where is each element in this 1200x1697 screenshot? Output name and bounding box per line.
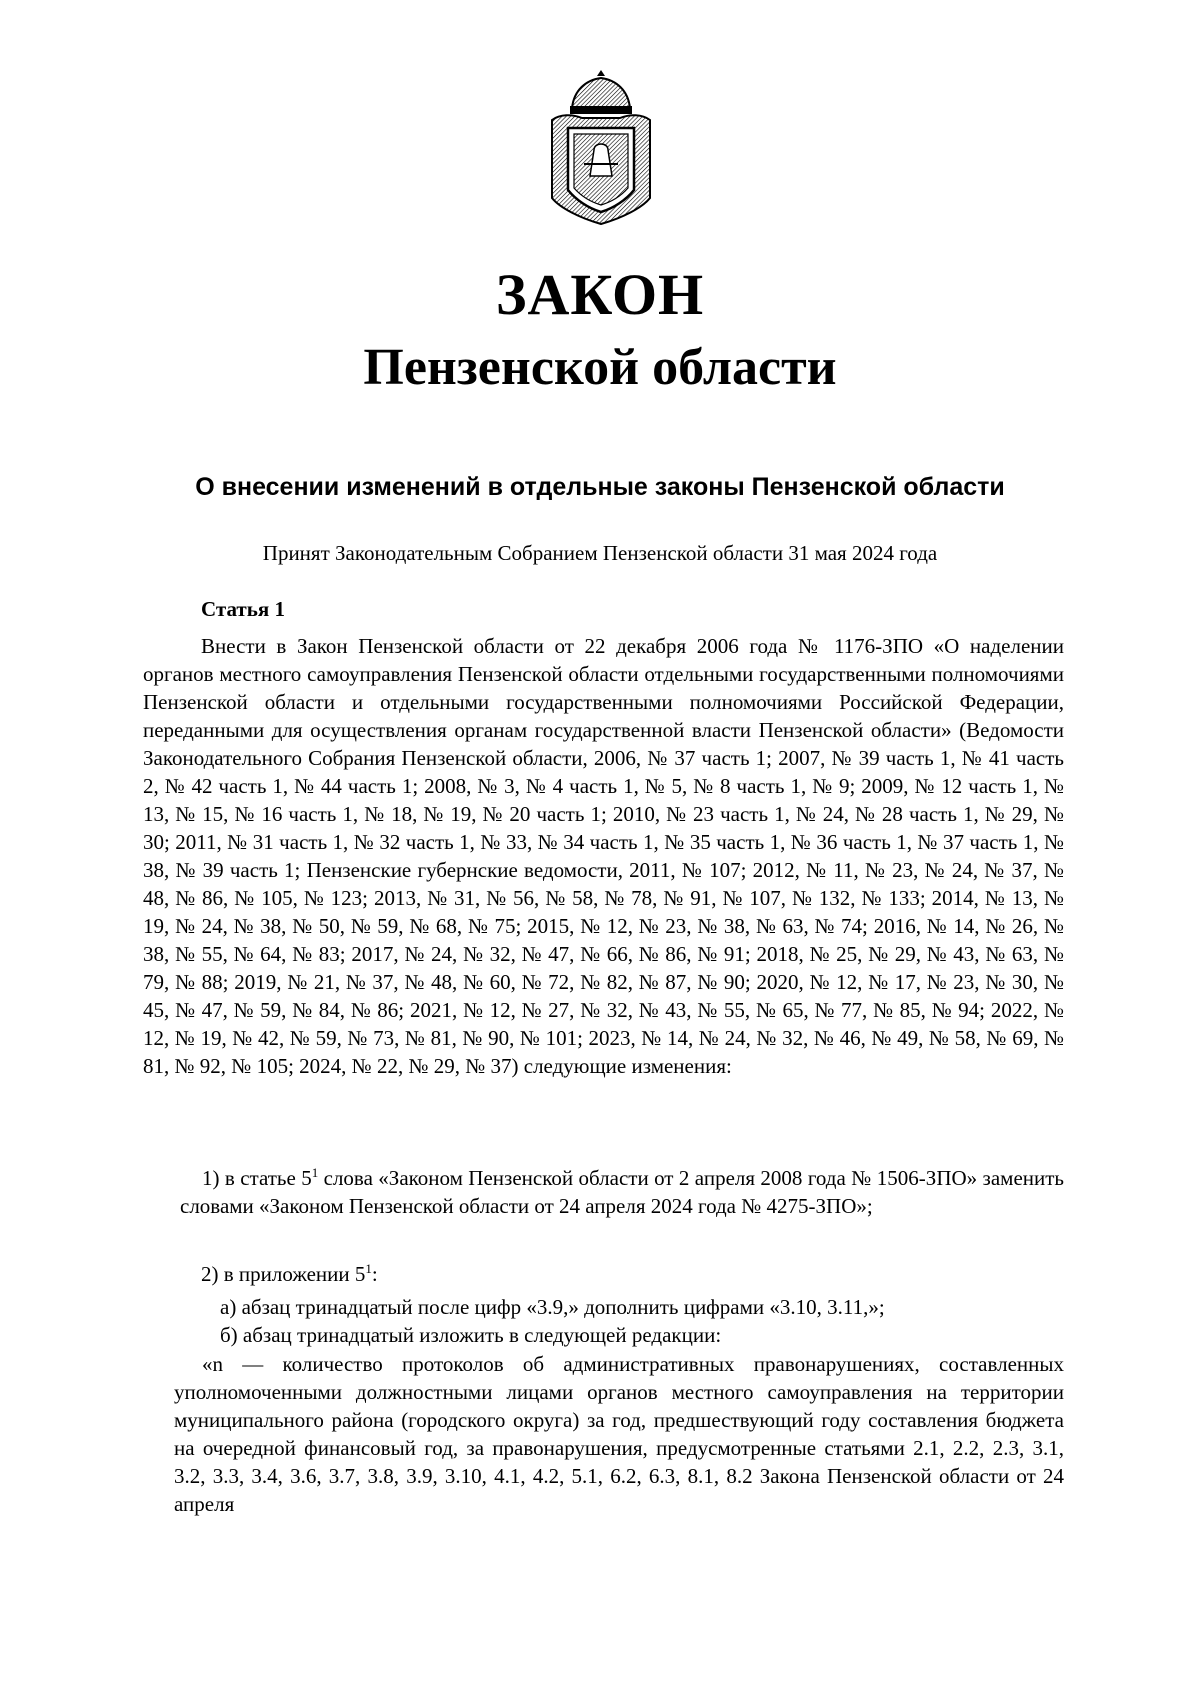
- item-1-text: слова «Законом Пензенской области от 2 апреля 2008 года № 1506-ЗПО» заменить словами «Законом Пензенской области от 24 апреля 2024 года № 4275-ЗПО»;: [180, 1166, 1065, 1218]
- adoption-note: Принят Законодательным Собранием Пензенской области 31 мая 2024 года: [262, 541, 938, 565]
- document-title: ЗАКОН: [495, 262, 705, 327]
- quoted-paragraph: «n — количество протоколов об административных правонарушениях, составленных уполномоченными должностными лицами органов местного самоуправления на территории муниципального района (городского округа) за год, предшествующий году составления бюджета на очередной финансовый год, за правонарушения, предусмотренные статьями 2.1, 2.2, 2.3, 3.1, 3.2, 3.3, 3.4, 3.6, 3.7, 3.8, 3.9, 3.10, 4.1, 4.2, 5.1, 6.2, 6.3, 8.1, 8.2 Закона Пензенской области от 24 апреля: [174, 1352, 1064, 1516]
- sub-item-a: а) абзац тринадцатый после цифр «3.9,» дополнить цифрами «3.10, 3.11,»;: [220, 1295, 885, 1319]
- item-2-suffix: :: [371, 1262, 378, 1286]
- item-1-prefix: 1) в статье 5: [202, 1166, 312, 1190]
- sub-item-b: б) абзац тринадцатый изложить в следующей редакции:: [220, 1323, 722, 1347]
- item-1-superscript: 1: [311, 1165, 319, 1180]
- law-name: О внесении изменений в отдельные законы Пензенской области: [195, 473, 1005, 501]
- article-heading: Статья 1: [201, 597, 285, 621]
- intro-paragraph: Внести в Закон Пензенской области от 22 декабря 2006 года № 1176-ЗПО «О наделении органов местного самоуправления Пензенской области отдельными государственными полномочиями Пензенской области и отдельными государственными полномочиями Российской Федерации, переданными для осуществления органам государственной власти Пензенской области» (Ведомости Законодательного Собрания Пензенской области, 2006, № 37 часть 1; 2007, № 39 часть 1, № 41 часть 2, № 42 часть 1, № 44 часть 1; 2008, № 3, № 4 часть 1, № 5, № 8 часть 1, № 9; 2009, № 12 часть 1, № 13, № 15, № 16 часть 1, № 18, № 19, № 20 часть 1; 2010, № 23 часть 1, № 24, № 28 часть 1, № 29, № 30; 2011, № 31 часть 1, № 32 часть 1, № 33, № 34 часть 1, № 35 часть 1, № 36 часть 1, № 37 часть 1, № 38, № 39 часть 1; Пензенские губернские ведомости, 2011, № 107; 2012, № 11, № 23, № 24, № 37, № 48, № 86, № 105, № 123; 2013, № 31, № 56, № 58, № 78, № 91, № 107, № 132, № 133; 2014, № 13, № 19, № 24, № 38, № 50, № 59, № 68, № 75; 2015, № 12, № 23, № 38, № 63, № 74; 2016, № 14, № 26, № 38, № 55, № 64, № 83; 2017, № 24, № 32, № 47, № 66, № 86, № 91; 2018, № 25, № 29, № 43, № 63, № 79, № 88; 2019, № 21, № 37, № 48, № 60, № 72, № 82, № 87, № 90; 2020, № 12, № 17, № 23, № 30, № 45, № 47, № 59, № 84, № 86; 2021, № 12, № 27, № 32, № 43, № 55, № 65, № 77, № 85, № 94; 2022, № 12, № 19, № 42, № 59, № 73, № 81, № 90, № 101; 2023, № 14, № 24, № 32, № 46, № 49, № 58, № 69, № 81, № 92, № 105; 2024, № 22, № 29, № 37) следующие изменения:: [143, 634, 1064, 1078]
- amendment-item-2: [201, 1260, 378, 1288]
- document-region: Пензенской области: [363, 339, 837, 396]
- amendment-item-1: [180, 1164, 1064, 1220]
- item-2-superscript: 1: [365, 1261, 372, 1276]
- coat-of-arms-icon: [542, 68, 660, 228]
- item-2-prefix: 2) в приложении 5: [201, 1262, 366, 1286]
